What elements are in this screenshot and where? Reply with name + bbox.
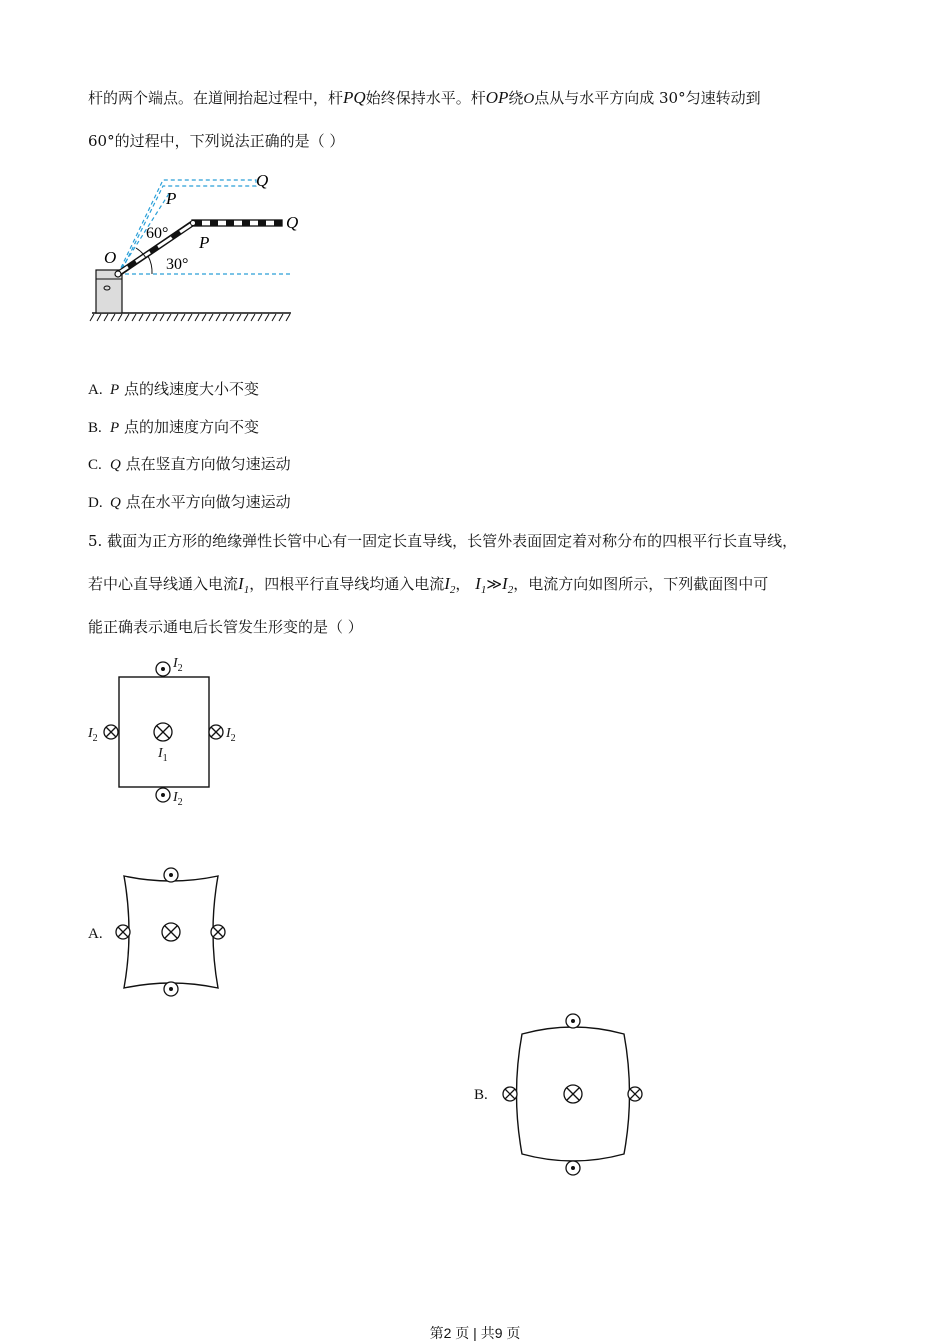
sub-1: 1 — [243, 584, 250, 596]
q5-option-b-label[interactable]: B. — [474, 1087, 488, 1103]
option-text: 点的加速度方向不变 — [123, 418, 259, 436]
label-q-top: Q — [256, 171, 269, 190]
label-p-top: P — [166, 189, 177, 208]
page-footer: 第2 页 | 共9 页 — [429, 1325, 521, 1341]
cross-wire-center — [564, 1085, 582, 1103]
cross-wire-left — [116, 925, 130, 939]
dot-wire-bottom — [156, 788, 170, 802]
option-text: 点的线速度大小不变 — [123, 380, 259, 398]
dashed-guides — [118, 180, 293, 278]
cross-wire-right — [628, 1087, 642, 1101]
option-key: B. — [88, 420, 102, 436]
option-var: P — [110, 382, 120, 398]
var-i: I — [238, 574, 244, 593]
sub-2: 2 — [449, 584, 456, 596]
pivot-o — [115, 271, 121, 277]
label-q-low: Q — [286, 213, 299, 232]
option-var: Q — [110, 457, 121, 473]
q4-option-c[interactable] — [88, 454, 291, 475]
q5-text-2d: ，电流方向如图所示，下列截面图中可 — [513, 575, 769, 593]
var-o: O — [523, 91, 535, 107]
dot-wire-top — [164, 868, 178, 882]
dot-wire-top — [566, 1014, 580, 1028]
var-i: I — [475, 574, 481, 593]
joint-p — [191, 221, 196, 226]
label-i2-top: $I_2$ — [173, 656, 183, 674]
q5-line1: 5. 截面为正方形的绝缘弹性长管中心有一固定长直导线，长管外表面固定着对称分布的四根平行长直导线， — [88, 532, 798, 550]
label-i1: $I_1$ — [158, 746, 168, 764]
cross-wire-left — [104, 725, 118, 739]
label-p-low: P — [199, 233, 210, 252]
option-text: 点在水平方向做匀速运动 — [125, 493, 291, 511]
label-angle-60: 60° — [146, 225, 169, 242]
option-key: D. — [88, 495, 103, 511]
q4-text-1a: 杆的两个端点。在道闸抬起过程中，杆 — [88, 89, 344, 107]
option-text: 点在竖直方向做匀速运动 — [125, 455, 291, 473]
label-o: O — [104, 248, 117, 267]
q4-option-a[interactable] — [88, 379, 259, 400]
arc-30 — [148, 256, 152, 274]
var-pq: PQ — [343, 88, 366, 107]
ground-hatch — [90, 314, 290, 321]
option-key: A. — [88, 382, 103, 398]
q5-text-2a: 若中心直导线通入电流 — [88, 575, 239, 593]
q4-text-1d: 点从与水平方向成 30°匀速转动到 — [534, 89, 761, 107]
label-i2-right: $I_2$ — [226, 726, 236, 744]
cross-wire-right — [209, 725, 223, 739]
q4-option-d[interactable] — [88, 492, 291, 513]
dot-wire-bottom — [566, 1161, 580, 1175]
q4-option-b[interactable] — [88, 417, 259, 438]
dot-wire-top — [156, 662, 170, 676]
var-i: I — [502, 574, 508, 593]
label-angle-30: 30° — [166, 256, 189, 273]
q5-line3: 能正确表示通电后长管发生形变的是（ ） — [88, 618, 363, 636]
dot-wire-bottom — [164, 982, 178, 996]
q5-option-b-figure[interactable] — [495, 1008, 650, 1180]
sub-2: 2 — [507, 584, 514, 596]
sub-1: 1 — [480, 584, 487, 596]
q5-option-a-label[interactable]: A. — [88, 926, 103, 942]
label-i2-left: $I_2$ — [88, 726, 98, 744]
var-op: OP — [485, 88, 509, 107]
q4-text-1c: 绕 — [508, 89, 524, 107]
var-i: I — [444, 574, 450, 593]
q4-line2: 60°的过程中，下列说法正确的是（ ） — [88, 132, 345, 150]
option-key: C. — [88, 457, 102, 473]
q5-text-2b: ，四根平行直导线均通入电流 — [249, 575, 445, 593]
option-var: Q — [110, 495, 121, 511]
cross-wire-right — [211, 925, 225, 939]
cross-wire-left — [503, 1087, 517, 1101]
q5-line2 — [88, 574, 768, 600]
gate-figure — [88, 168, 308, 328]
q4-text-1b: 始终保持水平。杆 — [365, 89, 486, 107]
q5-text-2c: ， — [455, 575, 471, 593]
cross-wire-center — [154, 723, 172, 741]
relation: ≫ — [486, 575, 503, 593]
rod-pq — [192, 220, 282, 226]
cross-wire-center — [162, 923, 180, 941]
label-i2-bottom: $I_2$ — [173, 790, 183, 808]
option-var: P — [110, 420, 120, 436]
q5-option-a-figure[interactable] — [108, 862, 238, 1002]
q4-line1 — [88, 88, 761, 109]
